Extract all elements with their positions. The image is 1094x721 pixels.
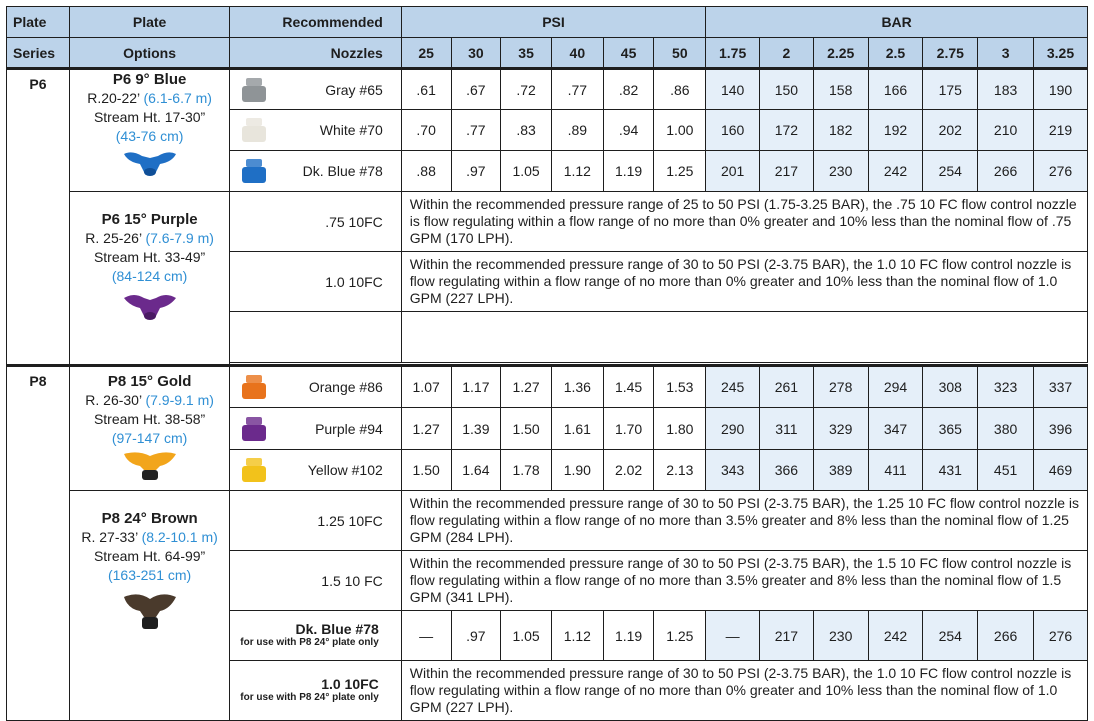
radius-m: (7.9-9.1 m) — [145, 392, 214, 408]
bar-value: 219 — [1034, 110, 1088, 151]
bar-value: 140 — [706, 69, 760, 110]
stream-height-cm: (43-76 cm) — [115, 128, 184, 144]
bar-value: 217 — [760, 611, 814, 661]
header-bar: BAR — [706, 7, 1088, 38]
psi-value: 1.19 — [603, 611, 654, 661]
bar-value: 311 — [760, 408, 814, 450]
psi-value: 1.25 — [654, 151, 706, 192]
psi-col-header: 30 — [451, 38, 501, 69]
psi-value: 1.61 — [551, 408, 603, 450]
psi-value: .97 — [451, 611, 501, 661]
psi-value: — — [401, 611, 451, 661]
psi-value: .67 — [451, 69, 501, 110]
bar-value: 160 — [706, 110, 760, 151]
nozzle-cell — [230, 450, 402, 491]
bar-value: 192 — [868, 110, 923, 151]
bar-value: 380 — [978, 408, 1034, 450]
plate-name: P6 9° Blue — [112, 71, 187, 88]
bar-value: 230 — [813, 611, 868, 661]
bar-col-header: 1.75 — [706, 38, 760, 69]
psi-col-header: 35 — [501, 38, 552, 69]
bar-value: 294 — [868, 366, 923, 408]
fc-note: Within the recommended pressure range of 30 to 50 PSI (2-3.75 BAR), the 1.25 10 FC flow control nozzle is flow regulating within a flow range of no more than 3.5% greater and 8% less than the nominal flow of 1.25 GPM (284 LPH). — [401, 491, 1087, 551]
gold-plate-icon — [120, 448, 180, 482]
psi-value: .70 — [401, 110, 451, 151]
fc-nozzle-label: 1.5 10 FC — [230, 551, 402, 611]
plate-name: P8 24° Brown — [101, 510, 198, 527]
nozzle-performance-table — [6, 6, 1088, 721]
psi-value: 1.00 — [654, 110, 706, 151]
bar-value: 245 — [706, 366, 760, 408]
bar-value: 266 — [978, 151, 1034, 192]
nozzle-icon — [240, 415, 268, 443]
bar-value: 343 — [706, 450, 760, 491]
header-nozzles: Nozzles — [230, 38, 402, 69]
nozzle-label: Dk. Blue #78 — [302, 163, 383, 179]
bar-value: 276 — [1034, 151, 1088, 192]
bar-value: 337 — [1034, 366, 1088, 408]
radius-ft: R. 26-30’ — [85, 392, 142, 408]
header-recommended: Recommended — [230, 7, 402, 38]
stream-height-ft: Stream Ht. 33-49” — [93, 249, 206, 265]
blue-plate-icon — [120, 148, 180, 180]
nozzle-label: Purple #94 — [315, 420, 383, 437]
psi-value: 1.05 — [501, 151, 552, 192]
nozzle-label: White #70 — [319, 122, 383, 138]
bar-value: 276 — [1034, 611, 1088, 661]
nozzle-label: Orange #86 — [308, 379, 383, 395]
bar-value: 202 — [923, 110, 978, 151]
bar-value: 323 — [978, 366, 1034, 408]
nozzle-note: for use with P8 24° plate only — [240, 692, 379, 703]
psi-value: 1.45 — [603, 366, 654, 408]
bar-value: 451 — [978, 450, 1034, 491]
psi-value: .61 — [401, 69, 451, 110]
psi-value: 1.19 — [603, 151, 654, 192]
radius-ft: R. 25-26’ — [85, 230, 142, 246]
psi-col-header: 50 — [654, 38, 706, 69]
header-series: Series — [7, 38, 70, 69]
psi-value: 1.12 — [551, 151, 603, 192]
psi-value: 1.50 — [501, 408, 552, 450]
bar-value: 210 — [978, 110, 1034, 151]
bar-col-header: 2.75 — [923, 38, 978, 69]
psi-value: .94 — [603, 110, 654, 151]
radius-m: (8.2-10.1 m) — [141, 529, 218, 545]
psi-value: .82 — [603, 69, 654, 110]
header-plate: Plate — [7, 7, 70, 38]
nozzle-icon — [240, 76, 268, 104]
bar-value: 261 — [760, 366, 814, 408]
psi-col-header: 25 — [401, 38, 451, 69]
fc-note: Within the recommended pressure range of 30 to 50 PSI (2-3.75 BAR), the 1.0 10 FC flow control nozzle is flow regulating within a flow range of no more than 0% greater and 10% less than the nominal flow of 1.0 GPM (227 LPH). — [401, 252, 1087, 312]
bar-value: 183 — [978, 69, 1034, 110]
bar-value: 308 — [923, 366, 978, 408]
bar-value: 389 — [813, 450, 868, 491]
bar-value: 175 — [923, 69, 978, 110]
psi-value: .88 — [401, 151, 451, 192]
nozzle-label: Dk. Blue #78 — [295, 621, 379, 637]
fc-nozzle-label: .75 10FC — [230, 192, 402, 252]
psi-value: 1.39 — [451, 408, 501, 450]
plate-option-p6-blue — [69, 69, 229, 192]
bar-value: 365 — [923, 408, 978, 450]
bar-value: 182 — [813, 110, 868, 151]
bar-value: 278 — [813, 366, 868, 408]
series-p6: P6 — [7, 69, 70, 366]
psi-value: 1.12 — [551, 611, 603, 661]
bar-value: 411 — [868, 450, 923, 491]
psi-value: 1.27 — [401, 408, 451, 450]
dkblue-nozzle-cell — [230, 611, 402, 661]
stream-height-ft: Stream Ht. 17-30” — [93, 109, 206, 125]
psi-value: 1.50 — [401, 450, 451, 491]
bar-value: 266 — [978, 611, 1034, 661]
radius-ft: R. 27-33’ — [81, 529, 138, 545]
bar-value: 366 — [760, 450, 814, 491]
bar-value: 150 — [760, 69, 814, 110]
plate-name: P6 15° Purple — [101, 211, 198, 228]
plate-name: P8 15° Gold — [107, 373, 192, 390]
nozzle-cell — [230, 151, 402, 192]
bar-value: 254 — [923, 151, 978, 192]
header-psi: PSI — [401, 7, 705, 38]
psi-value: .77 — [551, 69, 603, 110]
bar-value: 158 — [813, 69, 868, 110]
psi-value: 2.13 — [654, 450, 706, 491]
psi-value: 1.80 — [654, 408, 706, 450]
fc-note: Within the recommended pressure range of 30 to 50 PSI (2-3.75 BAR), the 1.5 10 FC flow control nozzle is flow regulating within a flow range of no more than 3.5% greater and 8% less than the nominal flow of 1.5 GPM (341 LPH). — [401, 551, 1087, 611]
purple-plate-icon — [120, 288, 180, 324]
nozzle-icon — [240, 116, 268, 144]
nozzle-icon — [240, 157, 268, 185]
series-p8: P8 — [7, 366, 70, 721]
bar-value: 242 — [868, 611, 923, 661]
psi-value: .89 — [551, 110, 603, 151]
psi-value: 1.07 — [401, 366, 451, 408]
header-plate-2: Plate — [69, 7, 229, 38]
radius-m: (7.6-7.9 m) — [145, 230, 214, 246]
psi-value: .97 — [451, 151, 501, 192]
stream-height-ft: Stream Ht. 38-58” — [93, 411, 206, 427]
fc-note: Within the recommended pressure range of 25 to 50 PSI (1.75-3.25 BAR), the .75 10 FC flow control nozzle is flow regulating within a flow range of no more than 0% greater and 10% less than the nominal flow of .75 GPM (170 LPH). — [401, 192, 1087, 252]
bar-col-header: 3 — [978, 38, 1034, 69]
brown-plate-icon — [120, 589, 180, 633]
psi-value: 1.27 — [501, 366, 552, 408]
psi-value: .83 — [501, 110, 552, 151]
psi-value: 1.53 — [654, 366, 706, 408]
psi-value: 1.25 — [654, 611, 706, 661]
fc-nozzle-label: 1.25 10FC — [230, 491, 402, 551]
fc-note: Within the recommended pressure range of 30 to 50 PSI (2-3.75 BAR), the 1.0 10 FC flow control nozzle is flow regulating within a flow range of no more than 0% greater and 10% less than the nominal flow of 1.0 GPM (227 LPH). — [401, 661, 1087, 721]
bar-col-header: 2.25 — [813, 38, 868, 69]
psi-value: 1.64 — [451, 450, 501, 491]
nozzle-performance-table-frame — [6, 6, 1088, 715]
bar-value: 172 — [760, 110, 814, 151]
bar-value: 166 — [868, 69, 923, 110]
nozzle-icon — [240, 373, 268, 401]
stream-height-cm: (163-251 cm) — [107, 567, 192, 583]
psi-value: .86 — [654, 69, 706, 110]
empty-cell — [401, 312, 1087, 363]
bar-value: 290 — [706, 408, 760, 450]
psi-value: 1.17 — [451, 366, 501, 408]
stream-height-ft: Stream Ht. 64-99” — [93, 548, 206, 564]
nozzle-cell — [230, 366, 402, 408]
psi-value: 1.70 — [603, 408, 654, 450]
psi-value: 1.78 — [501, 450, 552, 491]
bar-value: 469 — [1034, 450, 1088, 491]
psi-value: 1.36 — [551, 366, 603, 408]
nozzle-icon — [240, 456, 268, 484]
psi-col-header: 45 — [603, 38, 654, 69]
bar-value: 201 — [706, 151, 760, 192]
nozzle-cell — [230, 110, 402, 151]
nozzle-cell — [230, 408, 402, 450]
psi-value: 2.02 — [603, 450, 654, 491]
bar-value: 230 — [813, 151, 868, 192]
bar-col-header: 3.25 — [1034, 38, 1088, 69]
fc-nozzle-label: 1.0 10FC — [230, 252, 402, 312]
radius-ft: R.20-22’ — [87, 90, 140, 106]
empty-cell — [230, 312, 402, 363]
plate-option-p6-purple — [69, 192, 229, 366]
bar-value: 329 — [813, 408, 868, 450]
psi-col-header: 40 — [551, 38, 603, 69]
bar-value: 431 — [923, 450, 978, 491]
fc24-nozzle-cell — [230, 661, 402, 721]
psi-value: 1.90 — [551, 450, 603, 491]
bar-value: 242 — [868, 151, 923, 192]
nozzle-label: 1.0 10FC — [321, 676, 379, 692]
stream-height-cm: (97-147 cm) — [111, 430, 188, 446]
psi-value: 1.05 — [501, 611, 552, 661]
nozzle-cell — [230, 69, 402, 110]
psi-value: .77 — [451, 110, 501, 151]
bar-value: 190 — [1034, 69, 1088, 110]
header-options: Options — [69, 38, 229, 69]
bar-value: 396 — [1034, 408, 1088, 450]
bar-col-header: 2.5 — [868, 38, 923, 69]
psi-value: .72 — [501, 69, 552, 110]
bar-value: — — [706, 611, 760, 661]
bar-value: 217 — [760, 151, 814, 192]
bar-value: 254 — [923, 611, 978, 661]
plate-option-p8-brown — [69, 491, 229, 721]
nozzle-note: for use with P8 24° plate only — [240, 637, 379, 648]
bar-col-header: 2 — [760, 38, 814, 69]
bar-value: 347 — [868, 408, 923, 450]
nozzle-label: Yellow #102 — [307, 462, 383, 478]
stream-height-cm: (84-124 cm) — [111, 268, 188, 284]
nozzle-label: Gray #65 — [325, 81, 383, 98]
radius-m: (6.1-6.7 m) — [143, 90, 212, 106]
plate-option-p8-gold — [69, 366, 229, 491]
